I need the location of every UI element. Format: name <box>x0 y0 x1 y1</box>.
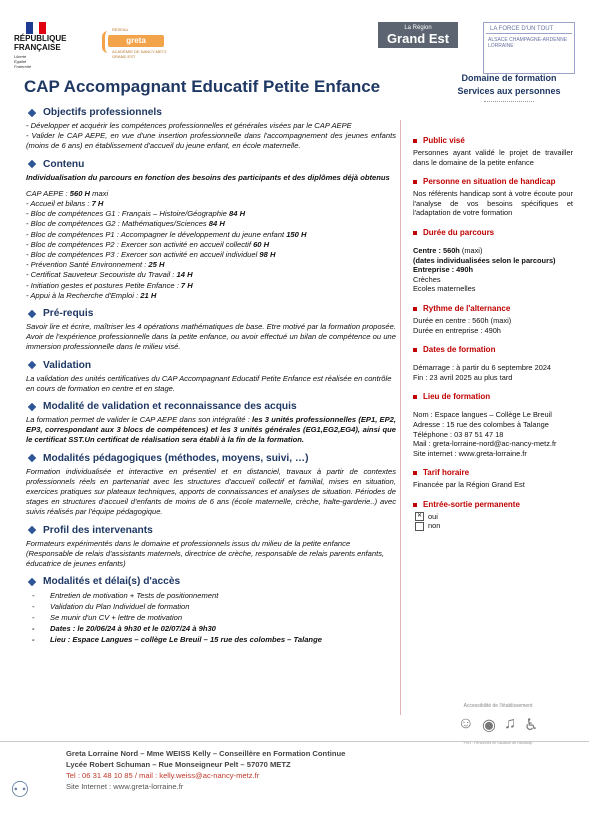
section-heading: Modalité de validation et reconnaissance des acquis <box>43 401 297 413</box>
greta-name: greta <box>108 35 164 47</box>
diamond-bullet-icon <box>28 361 36 369</box>
contenu-item: - Certificat Sauveteur Secouriste du Travail : 14 H <box>26 270 193 280</box>
contenu-item: - Initiation gestes et postures Petite Enfance : 7 H <box>26 280 193 290</box>
section-heading: Objectifs professionnels <box>43 107 162 118</box>
handicap-section: Personne en situation de handicap Nos référents handicap sont à votre écoute pour l'analyse de vos besoins spécifiques et l'adaptation de votre formation <box>413 177 573 218</box>
list-item: - Dates : le 20/06/24 à 9h30 et le 02/07/24 à 9h30 <box>32 624 216 634</box>
page-title: CAP Accompagnant Educatif Petite Enfance <box>24 77 381 96</box>
rythme-section: Rythme de l'alternance Durée en centre : 560h (maxi) Durée en entreprise : 490h <box>413 303 512 335</box>
pedagogiques-text: Formation individualisée et interactive en présentiel et en distanciel, travaux à partir de contextes professionnels réels en partenariat avec les structures d'accueil collectif et familial, mises en situation, exercices pratiques sur plateaux techniques, apports de connaissances et analyses de situation. Périodes de stages en structures d'accueil d'enfants de moins de 6 ans (école maternelle, crèche, halte-garderie..) avec suivis réalisés par l'équipe pédagogique. <box>26 466 396 517</box>
rf-motto: Liberté Égalité Fraternité <box>14 54 32 69</box>
visual-disability-icon: ◉ <box>482 717 496 734</box>
intervenants-text: Formateurs expérimentés dans le domaine et professionnels issus du milieu de la petite enfance (Responsable de relais d'assistants maternels, directrice de crèche, responsable de relais parents enfants, éducatrice de jeunes enfants) <box>26 538 385 569</box>
diamond-bullet-icon <box>28 402 36 410</box>
section-heading: Validation <box>43 359 92 371</box>
list-item: - Se munir d'un CV + lettre de motivation <box>32 613 183 623</box>
diamond-bullet-icon <box>28 578 36 586</box>
contenu-item: - Prévention Santé Environnement : 25 H <box>26 260 165 270</box>
republique-francaise-logo <box>14 22 84 69</box>
wheelchair-icon: ♿ <box>523 717 539 734</box>
section-heading: Modalités et délai(s) d'accès <box>43 576 181 588</box>
greta-logo: RÉSEAU greta ACADÉMIE DE NANCY-METZ GRAND EST <box>102 27 182 67</box>
mental-disability-icon: ☺ <box>457 715 475 732</box>
contenu-item: - Bloc de compétences P1 : Accompagner le développement du jeune enfant 150 H <box>26 229 307 239</box>
footer-contact: Greta Lorraine Nord – Mme WEISS Kelly – Conseillère en Formation Continue Lycée Robert Schuman – Rue Monseigneur Pelt – 57070 METZ Tel : 06 31 48 10 85 / mail : kelly.weiss@ac-nancy-metz.fr Site Internet : www.greta-lorraine.fr <box>66 748 546 792</box>
region-grand-est-logo: La Région Grand Est <box>378 22 458 48</box>
diamond-bullet-icon <box>28 108 36 116</box>
section-heading: Profil des intervenants <box>43 524 153 536</box>
column-divider <box>400 120 401 715</box>
square-bullet-icon <box>413 307 417 311</box>
section-contenu <box>26 158 396 301</box>
contenu-list <box>26 199 396 301</box>
accessibility-block: Accessibilité de l'établissement ☺ ◉ ♫ ♿ PSH : Personnes en Situation de Handicap <box>457 703 539 745</box>
contenu-item: - Bloc de compétences G1 : Français – Histoire/Géographie 84 H <box>26 209 246 219</box>
list-item: - Entretien de motivation + Tests de positionnement <box>32 591 219 601</box>
square-bullet-icon <box>413 231 417 235</box>
contenu-item: - Appui à la Recherche d'Emploi : 21 H <box>26 290 157 300</box>
prerequis-text: Savoir lire et écrire, maîtriser les 4 opérations mathématiques de base. Etre motivé par la formation proposée. Avoir de l'expérience professionnelle dans la petite enfance, ou avoir effectué un bilan de compétence ou une immersion professionnelle dans le milieu visé. <box>26 322 396 352</box>
domain-block: Domaine de formation Services aux personnes <box>457 73 561 96</box>
flag-icon <box>26 22 46 34</box>
square-bullet-icon <box>413 503 417 507</box>
checked-box-icon: ✕ <box>416 513 423 520</box>
diamond-bullet-icon <box>28 309 36 317</box>
diamond-bullet-icon <box>28 454 36 462</box>
section-validation <box>26 359 396 394</box>
force-dun-tout-logo: LA FORCE D'UN TOUT ALSACE CHAMPAGNE-ARDENNE LORRAINE <box>483 22 575 74</box>
divider <box>484 101 534 102</box>
footer-divider <box>0 741 589 742</box>
website-link[interactable]: Site Internet : www.greta-lorraine.fr <box>66 782 184 791</box>
contenu-cap: CAP AEPE : 560 H maxi <box>26 188 109 198</box>
objectif-line: - Valider le CAP AEPE, en vue d'une insertion professionnelle dans l'accompagnement des jeunes enfants (moins de 6 ans) en établissement d'accueil du jeune enfant, en école maternelle. <box>26 131 396 151</box>
section-pedagogiques <box>26 452 396 518</box>
main-column <box>26 102 396 645</box>
dates-section: Dates de formation Démarrage : à partir du 6 septembre 2024 Fin : 23 avril 2025 au plus tard <box>413 345 552 382</box>
hearing-disability-icon: ♫ <box>503 715 516 732</box>
tarif-section: Tarif horaire Financée par la Région Grand Est <box>413 468 525 490</box>
diamond-bullet-icon <box>28 160 36 168</box>
info-column <box>413 136 573 541</box>
square-bullet-icon <box>413 180 417 184</box>
rf-line2: FRANÇAISE <box>14 43 61 52</box>
contenu-item: - Bloc de compétences G2 : Mathématiques/Sciences 84 H <box>26 219 225 229</box>
contact-line[interactable]: Tel : 06 31 48 10 85 / mail : kelly.weiss@ac-nancy-metz.fr <box>66 771 260 780</box>
list-item: - Validation du Plan Individuel de formation <box>32 602 190 612</box>
square-bullet-icon <box>413 471 417 475</box>
contenu-item: - Bloc de compétences P3 : Exercer son activité en accueil individuel 98 H <box>26 250 276 260</box>
list-item: - Lieu : Espace Langues – collège Le Breuil – 15 rue des colombes – Talange <box>32 635 322 645</box>
contenu-item: - Accueil et bilans : 7 H <box>26 199 104 209</box>
section-heading: Pré-requis <box>43 308 94 320</box>
checkbox-non[interactable]: non <box>415 521 573 531</box>
duree-section: Durée du parcours Centre : 560h (maxi) (dates individualisées selon le parcours) Entreprise : 490h Crèches Ecoles maternelles <box>413 227 556 294</box>
people-group-icon: ⚇ <box>10 777 30 802</box>
section-objectifs <box>26 106 396 152</box>
section-intervenants <box>26 524 396 570</box>
contenu-item: - Bloc de compétences P2 : Exercer son activité en accueil collectif 60 H <box>26 239 270 249</box>
section-heading: Contenu <box>43 158 85 170</box>
empty-box-icon <box>415 522 424 531</box>
lieu-section: Lieu de formation Nom : Espace langues – Collège Le Breuil Adresse : 15 rue des colombes à Talange Téléphone : 03 87 51 47 18 Mail : greta-lorraine-nord@ac-nancy-metz.fr Site internet : www.greta-lorraine.fr <box>413 392 557 458</box>
public-section: Public visé Personnes ayant validé le projet de travailler dans le domaine de la petite enfance <box>413 136 573 167</box>
checkbox-oui[interactable]: ✕ oui <box>416 511 438 521</box>
entree-section: Entrée-sortie permanente ✕ oui non <box>413 500 573 531</box>
rf-line1: RÉPUBLIQUE <box>14 34 67 43</box>
section-heading: Modalités pédagogiques (méthodes, moyens, suivi, …) <box>43 452 309 464</box>
modalite-validation-text: La formation permet de valider le CAP AEPE dans son intégralité : les 3 unités professionnelles (EP1, EP2, EP3, correspondant aux 3 blocs de compétences) et les 3 unités générales (EG1,EG2,EG4), ainsi que le certificat SST.Un certificat de réalisation sera établi à la fin de la formation. <box>26 415 396 445</box>
contenu-intro: Individualisation du parcours en fonction des besoins des participants et des diplômes déjà obtenus <box>26 172 390 182</box>
section-prerequis <box>26 307 396 353</box>
objectif-line: - Développer et acquérir les compétences professionnelles et générales visées par le CAP AEPE <box>26 121 352 130</box>
square-bullet-icon <box>413 348 417 352</box>
square-bullet-icon <box>413 139 417 143</box>
validation-text: La validation des unités certificatives du CAP Accompagnant Educatif Petite Enfance est réalisée en contrôle en cours de formation en centre et en stage. <box>26 373 392 393</box>
section-modalite-validation <box>26 400 396 446</box>
square-bullet-icon <box>413 395 417 399</box>
diamond-bullet-icon <box>28 526 36 534</box>
section-acces <box>26 575 396 645</box>
